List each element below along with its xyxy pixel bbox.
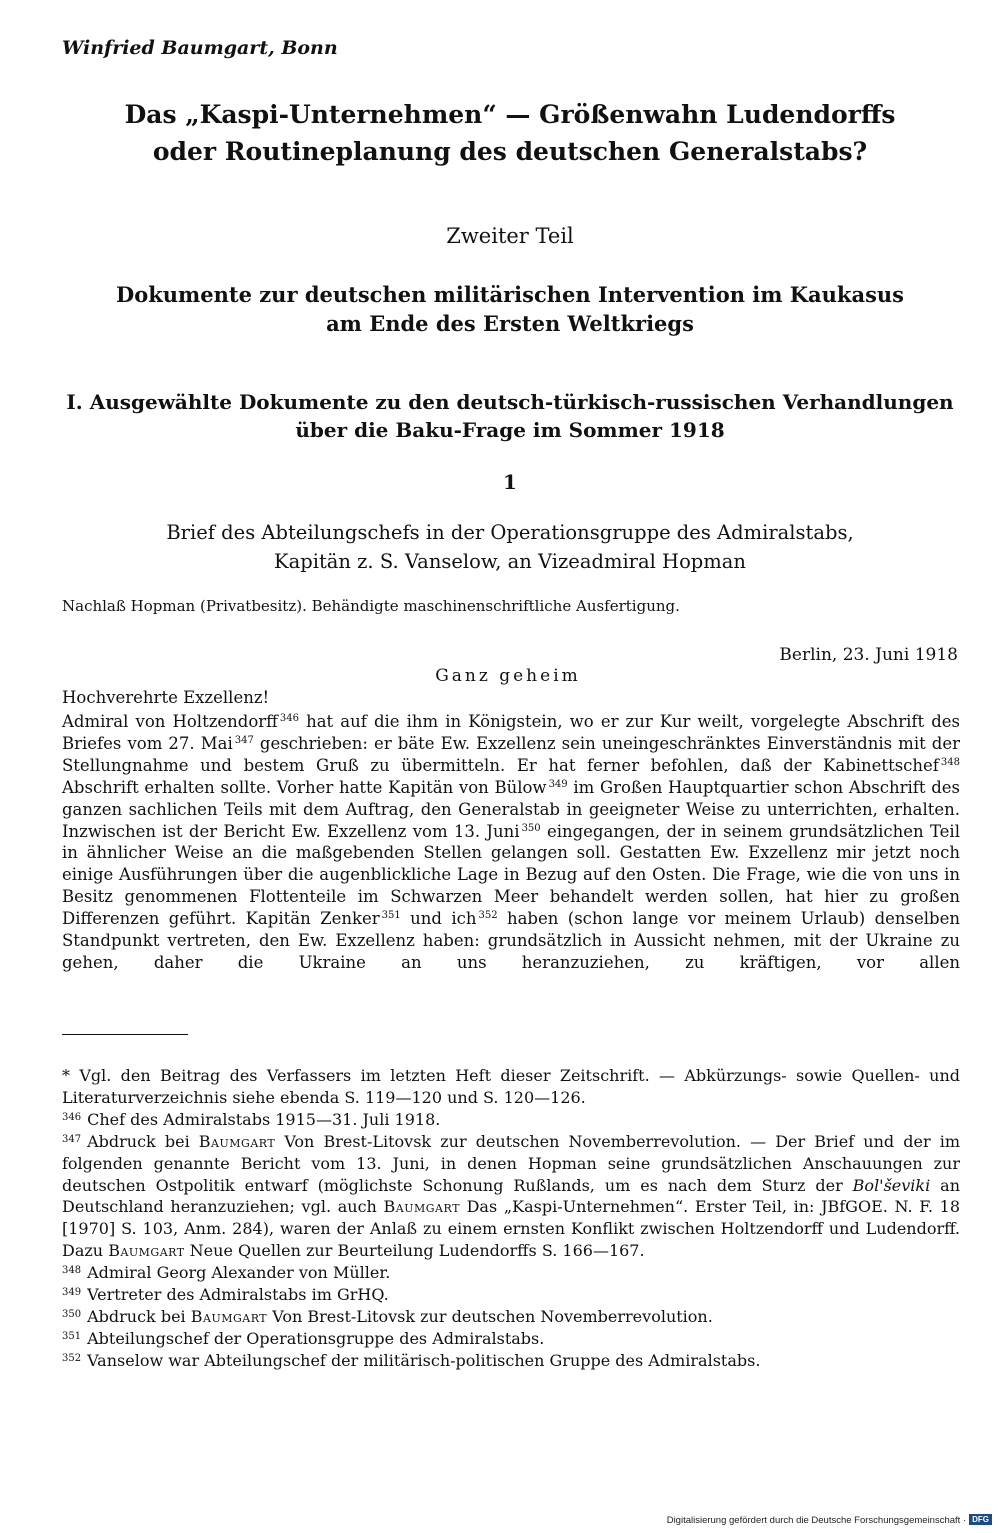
footnote-mark: 351 xyxy=(62,1330,82,1342)
footnote-mark: * xyxy=(62,1066,70,1085)
body-segment: eingegangen, der in seinem grundsätzlichen Teil in ähnlicher Weise an die maßgebenden Stellen gelangen soll. Gestatten Ew. Exzellenz mir jetzt noch einige Ausführungen über die augenblickliche Lage in Bezug auf den Osten. Die Frage, wie die von uns in Besitz genommenen Flottenteile im Schwarzen Meer behandelt werden sollen, hat hier zu großen Differenzen geführt. Kapitän Zenker xyxy=(62,821,960,929)
footnote-mark: 349 xyxy=(62,1287,82,1299)
letter-body xyxy=(62,711,960,974)
footnote-ref[interactable]: 346 xyxy=(279,713,299,724)
digitization-credit xyxy=(667,1514,992,1526)
footnote-ref[interactable]: 350 xyxy=(521,822,541,834)
body-segment: haben (schon lange vor meinem Urlaub) denselben Standpunkt vertreten, den Ew. Exzellenz haben: grundsätzlich in Aussicht nehmen, mit der Ukraine zu gehen, daher die Ukraine an uns heranzuziehen, zu kräftigen, vor allen xyxy=(62,909,960,972)
footnote-text: Neue Quellen zur Beurteilung Ludendorffs S. 166—167. xyxy=(184,1241,645,1261)
footnote-mark: 352 xyxy=(62,1352,82,1364)
footnote-mark: 347 xyxy=(62,1133,82,1145)
body-segment: und ich xyxy=(400,909,477,929)
body-segment: hat auf die ihm in Königstein, wo er zur Kur weilt, vorgelegte Abschrift des Briefes vom 27. Mai xyxy=(62,712,961,753)
footnote-item xyxy=(62,1109,960,1131)
footnote-divider xyxy=(62,1034,188,1035)
title-line-2: oder Routineplanung des deutschen Generalstabs? xyxy=(152,137,868,166)
section-heading-line-2: am Ende des Ersten Weltkriegs xyxy=(326,311,694,336)
subsection-heading-line-2: über die Baku-Frage im Sommer 1918 xyxy=(295,418,725,442)
body-segment: im Großen Hauptquartier schon Abschrift des ganzen sachlichen Teils mit dem Auftrag, den Generalstab in geeigneter Weise zu unterrichten, erhalten. Inzwischen ist der Bericht Ew. Exzellenz vom 13. Juni xyxy=(62,777,961,841)
footnote-text: Vanselow war Abteilungschef der militärisch-politischen Gruppe des Admiralstabs. xyxy=(87,1350,761,1370)
footnote-text: Abdruck bei xyxy=(87,1131,199,1151)
classification-label: Ganz geheim xyxy=(435,666,581,686)
article-title xyxy=(60,96,960,170)
footnote-item xyxy=(62,1284,960,1306)
footnote-item xyxy=(62,1262,960,1284)
footnote-ref[interactable]: 349 xyxy=(548,778,568,790)
cited-author: Baumgart xyxy=(108,1241,185,1261)
footnote-text: Das „Kaspi-Unternehmen“. Erster Teil, in: JBfGOE. N. F. 18 [1970] S. 103, Anm. 284), waren der Anlaß zu einem ernsten Konflikt zwischen Holtzendorff und Ludendorff. Dazu xyxy=(62,1197,960,1261)
footnote-text: Admiral Georg Alexander von Müller. xyxy=(87,1263,391,1283)
footnote-mark: 350 xyxy=(62,1308,82,1320)
dfg-logo: DFG xyxy=(969,1514,992,1525)
footnote-item xyxy=(62,1065,960,1109)
footnote-ref[interactable]: 348 xyxy=(940,756,960,768)
footnote-text: Von Brest-Litovsk zur deutschen Novemberrevolution. xyxy=(267,1306,713,1326)
footnote-ref[interactable]: 347 xyxy=(234,734,254,746)
section-heading-line-1: Dokumente zur deutschen militärischen Intervention im Kaukasus xyxy=(116,282,904,307)
cited-author: Baumgart xyxy=(383,1197,460,1217)
document-number: 1 xyxy=(503,470,517,494)
footnote-ref[interactable]: 352 xyxy=(478,910,498,922)
footnote-text: Vgl. den Beitrag des Verfassers im letzten Heft dieser Zeitschrift. — Abkürzungs- sowie Quellen- und Literaturverzeichnis siehe ebenda S. 119—120 und S. 120—126. xyxy=(62,1066,960,1107)
footnote-item xyxy=(62,1350,960,1372)
cited-author: Baumgart xyxy=(198,1131,276,1151)
title-line-1: Das „Kaspi-Unternehmen“ — Größenwahn Ludendorffs xyxy=(124,100,896,129)
footnote-item xyxy=(62,1131,960,1262)
cited-author: Baumgart xyxy=(190,1306,268,1326)
footnote-text: Abteilungschef der Operationsgruppe des Admiralstabs. xyxy=(87,1328,545,1348)
body-segment: geschrieben: er bäte Ew. Exzellenz sein uneingeschränktes Einverständnis mit der Stellungnahme und bestem Gruß zu übermitteln. Er hat ferner befohlen, daß der Kabinettschef xyxy=(62,733,960,775)
source-note: Nachlaß Hopman (Privatbesitz). Behändigte maschinenschriftliche Ausfertigung. xyxy=(62,597,680,615)
footnote-text: Abdruck bei xyxy=(87,1306,191,1326)
document-heading xyxy=(60,518,960,576)
place-date: Berlin, 23. Juni 1918 xyxy=(779,645,958,665)
footnote-item xyxy=(62,1306,960,1328)
subsection-heading-line-1: I. Ausgewählte Dokumente zu den deutsch-türkisch-russischen Verhandlungen xyxy=(66,390,954,414)
footnote-item xyxy=(62,1328,960,1350)
footnotes xyxy=(62,1065,960,1372)
author-line: Winfried Baumgart, Bonn xyxy=(62,37,338,59)
footnote-text: Vertreter des Admiralstabs im GrHQ. xyxy=(87,1285,389,1305)
footnote-mark: 348 xyxy=(62,1265,82,1277)
section-heading xyxy=(60,280,960,338)
document-heading-line-1: Brief des Abteilungschefs in der Operationsgruppe des Admiralstabs, xyxy=(166,521,854,544)
italic-term: Bol'ševiki xyxy=(852,1175,931,1195)
credit-text: Digitalisierung gefördert durch die Deutsche Forschungsgemeinschaft · xyxy=(666,1515,967,1526)
footnote-ref[interactable]: 351 xyxy=(381,910,401,922)
footnote-text: Chef des Admiralstabs 1915—31. Juli 1918. xyxy=(87,1109,441,1129)
subsection-heading xyxy=(60,388,960,444)
body-segment: Admiral von Holtzendorff xyxy=(62,712,278,731)
footnote-mark: 346 xyxy=(62,1111,82,1123)
body-segment: Abschrift erhalten sollte. Vorher hatte Kapitän von Bülow xyxy=(62,777,547,797)
salutation: Hochverehrte Exzellenz! xyxy=(62,688,270,707)
footnote-text: Von Brest-Litovsk zur deutschen Novemberrevolution. — Der Brief und der im folgenden genannte Bericht vom 13. Juni, in denen Hopman seine grundsätzlichen Anschauungen zur deutschen Ostpolitik entwarf (möglichste Schonung Rußlands, um es nach dem Sturz der xyxy=(62,1131,960,1195)
document-heading-line-2: Kapitän z. S. Vanselow, an Vizeadmiral Hopman xyxy=(274,550,746,573)
footnote-text: an Deutschland heranzuziehen; vgl. auch xyxy=(62,1175,961,1217)
part-label: Zweiter Teil xyxy=(446,224,574,248)
